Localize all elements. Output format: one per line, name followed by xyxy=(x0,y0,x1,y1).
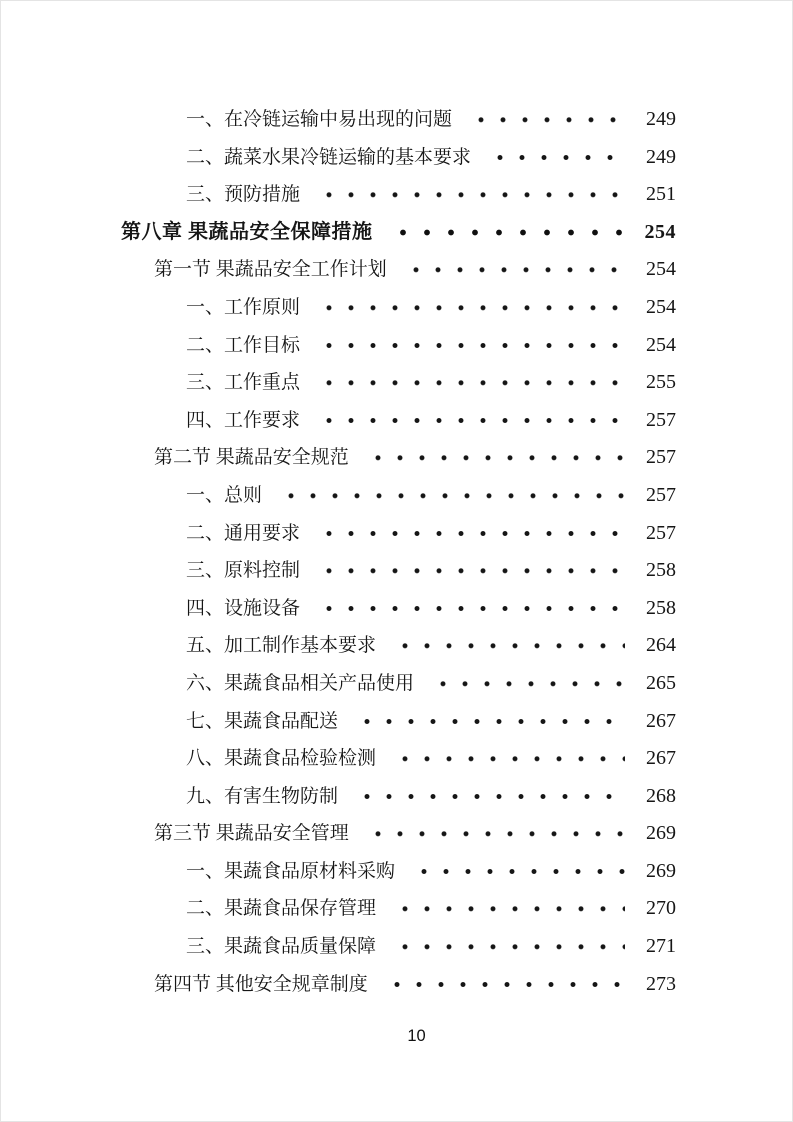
toc-entry-title: 第八章 果蔬品安全保障措施 xyxy=(121,220,373,243)
toc-entry-item xyxy=(121,552,676,590)
toc-entry-page: 267 xyxy=(646,747,676,770)
toc-entry-title: 第一节 果蔬品安全工作计划 xyxy=(154,259,387,281)
dot-leader xyxy=(362,439,625,477)
dot-leader xyxy=(362,815,625,853)
toc-entry-item xyxy=(121,139,676,177)
toc-entry-item xyxy=(121,665,676,703)
dot-leader xyxy=(313,515,625,553)
dot-leader xyxy=(313,590,625,628)
dot-leader xyxy=(400,251,625,289)
dot-leader xyxy=(313,402,625,440)
toc-entry-title: 第二节 果蔬品安全规范 xyxy=(154,447,349,469)
toc-entry-item xyxy=(121,890,676,928)
toc-entry-title: 四、设施设备 xyxy=(186,597,301,619)
toc-entry-title: 三、工作重点 xyxy=(186,372,301,394)
toc-entry-section xyxy=(121,815,676,853)
dot-leader xyxy=(484,139,625,177)
toc-entry-page: 255 xyxy=(646,371,676,394)
dot-leader xyxy=(381,966,625,1004)
toc-entry-title: 九、有害生物防制 xyxy=(186,785,339,807)
toc-entry-item xyxy=(121,101,676,139)
dot-leader xyxy=(313,327,625,365)
toc-entry-title: 七、果蔬食品配送 xyxy=(186,710,339,732)
toc-entry-item xyxy=(121,402,676,440)
toc-entry-page: 268 xyxy=(646,784,676,807)
toc-entry-page: 249 xyxy=(646,145,676,168)
toc-entry-title: 六、果蔬食品相关产品使用 xyxy=(186,672,415,694)
toc-entry-item xyxy=(121,627,676,665)
dot-leader xyxy=(351,778,625,816)
toc-entry-page: 269 xyxy=(646,859,676,882)
toc-entry-title: 一、总则 xyxy=(186,484,263,506)
toc-entry-title: 三、原料控制 xyxy=(186,560,301,582)
dot-leader xyxy=(389,627,625,665)
toc-entry-page: 270 xyxy=(646,897,676,920)
toc-entry-title: 三、预防措施 xyxy=(186,184,301,206)
toc-entry-title: 二、通用要求 xyxy=(186,522,301,544)
dot-leader xyxy=(386,214,626,252)
dot-leader xyxy=(313,364,625,402)
toc-entry-page: 258 xyxy=(646,559,676,582)
toc-entry-page: 273 xyxy=(646,972,676,995)
toc-entry-page: 251 xyxy=(646,183,676,206)
toc-entry-item xyxy=(121,176,676,214)
toc-entry-item xyxy=(121,928,676,966)
toc-entry-item xyxy=(121,327,676,365)
toc-entry-title: 第四节 其他安全规章制度 xyxy=(154,973,368,995)
toc-entry-page: 267 xyxy=(646,709,676,732)
dot-leader xyxy=(275,477,625,515)
toc-entry-item xyxy=(121,853,676,891)
toc-entry-page: 257 xyxy=(646,408,676,431)
toc-entry-title: 一、在冷链运输中易出现的问题 xyxy=(186,109,453,130)
toc-entry-title: 八、果蔬食品检验检测 xyxy=(186,748,377,770)
dot-leader xyxy=(313,176,625,214)
page-number: 10 xyxy=(407,1027,426,1045)
dot-leader xyxy=(389,928,625,966)
toc-entry-section xyxy=(121,966,676,1004)
toc-entry-item xyxy=(121,740,676,778)
dot-leader xyxy=(427,665,625,703)
toc-entry-title: 五、加工制作基本要求 xyxy=(186,635,377,657)
toc-entry-page: 258 xyxy=(646,596,676,619)
toc-entry-page: 257 xyxy=(646,483,676,506)
toc-entry-item xyxy=(121,778,676,816)
toc-entry-page: 271 xyxy=(646,935,676,958)
toc-entry-page: 249 xyxy=(646,108,676,130)
toc-entry-section xyxy=(121,439,676,477)
toc-entry-title: 一、工作原则 xyxy=(186,296,301,318)
dot-leader xyxy=(465,101,625,139)
dot-leader xyxy=(389,740,625,778)
toc-entry-title: 三、果蔬食品质量保障 xyxy=(186,936,377,958)
toc-entry-page: 264 xyxy=(646,634,676,657)
toc-entry-page: 254 xyxy=(646,258,676,281)
toc-entry-title: 一、果蔬食品原材料采购 xyxy=(186,860,396,882)
dot-leader xyxy=(313,289,625,327)
toc-entry-item xyxy=(121,515,676,553)
toc-entry-title: 二、工作目标 xyxy=(186,334,301,356)
toc-entry-page: 254 xyxy=(644,220,676,243)
toc-entry-page: 257 xyxy=(646,521,676,544)
toc-entry-page: 265 xyxy=(646,671,676,694)
dot-leader xyxy=(351,703,625,741)
toc-entry-item xyxy=(121,364,676,402)
toc-entry-page: 254 xyxy=(646,295,676,318)
table-of-contents xyxy=(121,101,676,1003)
toc-entry-chapter xyxy=(121,214,676,252)
toc-entry-title: 四、工作要求 xyxy=(186,409,301,431)
toc-entry-page: 257 xyxy=(646,446,676,469)
toc-entry-title: 第三节 果蔬品安全管理 xyxy=(154,823,349,845)
dot-leader xyxy=(313,552,625,590)
page-number-footer xyxy=(1,1027,792,1046)
dot-leader xyxy=(389,890,625,928)
toc-entry-page: 254 xyxy=(646,333,676,356)
toc-entry-section xyxy=(121,251,676,289)
toc-entry-title: 二、蔬菜水果冷链运输的基本要求 xyxy=(186,146,472,168)
toc-entry-title: 二、果蔬食品保存管理 xyxy=(186,898,377,920)
toc-entry-page: 269 xyxy=(646,822,676,845)
toc-entry-item xyxy=(121,477,676,515)
dot-leader xyxy=(408,853,625,891)
toc-entry-item xyxy=(121,289,676,327)
toc-entry-item xyxy=(121,590,676,628)
toc-entry-item xyxy=(121,703,676,741)
